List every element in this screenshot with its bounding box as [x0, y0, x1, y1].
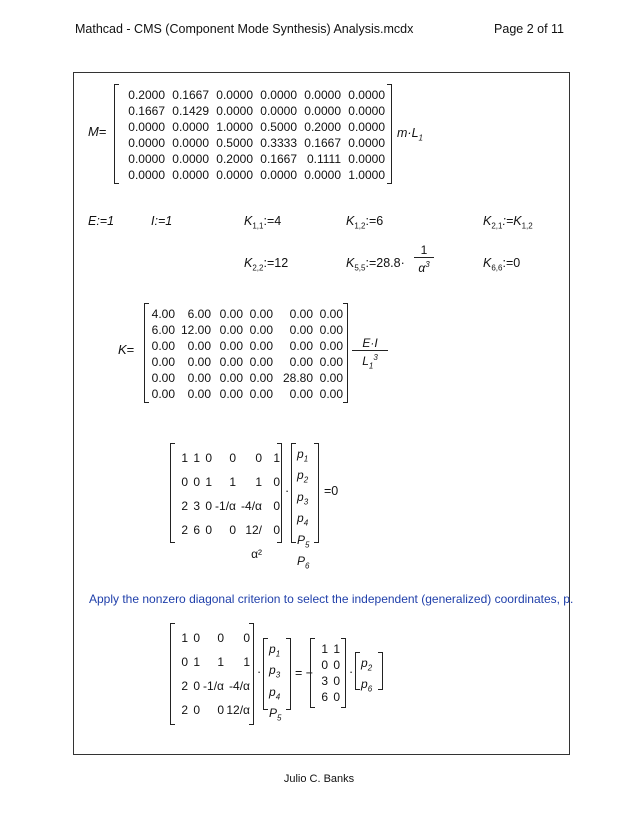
matrix-cell: 0.00 [219, 387, 243, 401]
matrix-cell: 0.0000 [348, 136, 385, 150]
matrix-cell: 0 [217, 631, 224, 645]
matrix-cell: 0.0000 [172, 120, 209, 134]
matrix-cell: 0.0000 [216, 88, 253, 102]
matrix-cell: 4.00 [151, 307, 175, 321]
matrix-cell: 0.2000 [216, 152, 253, 166]
matrix-cell: 0.00 [319, 307, 343, 321]
matrix-row [317, 689, 340, 705]
matrix-row [121, 151, 385, 167]
matrix-cell: 0.00 [289, 323, 313, 337]
matrix-cell: 0.00 [187, 339, 211, 353]
matrix-cell: 0.00 [151, 339, 175, 353]
matrix-cell: 0.00 [187, 355, 211, 369]
matrix-cell: 1.0000 [216, 120, 253, 134]
matrix-cell: 1 [333, 642, 340, 656]
matrix-cell: 3 [193, 499, 200, 513]
matrix-cell: 0.00 [219, 355, 243, 369]
matrix-cell: 0 [255, 451, 262, 465]
matrix-cell: 12.00 [180, 323, 211, 337]
def-K55-fraction: $\frac{1}{\alpha^3}$ [414, 243, 434, 275]
matrix-cell: 1 [217, 655, 224, 669]
def-K12: $K_{1,2}:=6$ [346, 214, 384, 231]
matrix-cell: 0.00 [187, 371, 211, 385]
stiffness-matrix-label: K= [118, 342, 135, 357]
matrix-cell: 0.0000 [216, 168, 253, 182]
vector-entry: $p_6$ [361, 677, 373, 694]
matrix-cell: 3 [321, 674, 328, 688]
vector-entry: $p_2$ [361, 656, 373, 673]
matrix-cell: 0.2000 [128, 88, 165, 102]
def-K55: $K_{5,5}:=28.8\cdot$ [346, 256, 405, 273]
matrix-cell: 0.5000 [216, 136, 253, 150]
rhs-zero: =0 [324, 484, 339, 498]
matrix-cell: 1 [243, 655, 250, 669]
matrix-cell: 0.1667 [260, 152, 297, 166]
def-I: I:=1 [151, 214, 173, 228]
matrix-cell: 0.1429 [172, 104, 209, 118]
matrix-cell: -4/α [241, 499, 262, 513]
matrix-row [177, 518, 280, 566]
matrix-cell: 0.00 [249, 387, 273, 401]
matrix-cell: 0.00 [289, 339, 313, 353]
matrix-cell: 1 [205, 475, 212, 489]
matrix-cell: 0.2000 [304, 120, 341, 134]
matrix-cell: 0.0000 [172, 168, 209, 182]
matrix-cell: 0 [229, 523, 236, 537]
matrix-row [317, 673, 340, 689]
coordinate-vector-2 [263, 638, 291, 723]
constraint-matrix-1 [170, 443, 282, 561]
matrix-row [121, 167, 385, 183]
matrix-cell: 0.1667 [172, 88, 209, 102]
matrix-cell: 2 [181, 679, 188, 693]
matrix-cell: -1/α [203, 679, 224, 693]
matrix-row [177, 650, 250, 674]
def-K22: $K_{2,2}:=12$ [244, 256, 289, 273]
matrix-cell: 1 [193, 451, 200, 465]
mass-matrix-label: M= [88, 124, 107, 139]
matrix-row [151, 386, 343, 402]
matrix-cell: 0.0000 [260, 88, 297, 102]
stiffness-matrix [144, 303, 348, 403]
matrix-row [317, 657, 340, 673]
matrix-cell: 0.00 [249, 371, 273, 385]
matrix-row [317, 641, 340, 657]
matrix-cell: 12/α [226, 703, 250, 717]
matrix-cell: 0.3333 [260, 136, 297, 150]
matrix-cell: 0.00 [151, 371, 175, 385]
matrix-cell: 0 [243, 631, 250, 645]
matrix-row [121, 119, 385, 135]
matrix-cell: 0.00 [219, 371, 243, 385]
document-title: Mathcad - CMS (Component Mode Synthesis) Analysis.mcdx [75, 22, 414, 36]
matrix-cell: 0.0000 [304, 88, 341, 102]
constraint-matrix-2 [170, 623, 254, 725]
matrix-row [121, 103, 385, 119]
matrix-cell: 0.5000 [260, 120, 297, 134]
matrix-cell: 1.0000 [348, 168, 385, 182]
matrix-cell: 6.00 [187, 307, 211, 321]
matrix-cell: 0.00 [319, 387, 343, 401]
matrix-cell: 0.00 [289, 307, 313, 321]
vector-entry: $p_1$ [269, 642, 281, 659]
matrix-cell: 0.0000 [304, 168, 341, 182]
matrix-cell: 0.00 [319, 371, 343, 385]
matrix-row [177, 494, 280, 518]
matrix-cell: 1 [193, 655, 200, 669]
matrix-row [151, 338, 343, 354]
matrix-cell: 0.0000 [172, 152, 209, 166]
matrix-cell: 1 [181, 631, 188, 645]
matrix-cell: 0.00 [219, 307, 243, 321]
vector-entry: $p_1$ [297, 447, 309, 464]
matrix-cell: 0.00 [219, 323, 243, 337]
matrix-cell: 0 [193, 703, 200, 717]
dot-operator-2: · [257, 665, 262, 679]
matrix-cell: 0 [193, 475, 200, 489]
matrix-cell: 6.00 [151, 323, 175, 337]
matrix-row [177, 446, 280, 470]
matrix-row [151, 370, 343, 386]
matrix-cell: 0 [273, 475, 280, 489]
matrix-cell: 0.00 [187, 387, 211, 401]
matrix-cell: 12/α² [245, 523, 262, 561]
matrix-cell: 1 [229, 475, 236, 489]
matrix-row [121, 135, 385, 151]
def-E: E:=1 [88, 214, 115, 228]
matrix-cell: 0 [273, 499, 280, 513]
matrix-cell: 0.0000 [216, 104, 253, 118]
matrix-cell: 0.00 [319, 339, 343, 353]
matrix-cell: 6 [321, 690, 328, 704]
dot-operator-3: · [349, 665, 354, 679]
matrix-cell: 0 [217, 703, 224, 717]
matrix-cell: 0.0000 [260, 104, 297, 118]
matrix-cell: 0.00 [289, 355, 313, 369]
def-K11: $K_{1,1}:=4$ [244, 214, 282, 231]
vector-entry: $P_6$ [297, 553, 310, 571]
matrix-cell: 0 [205, 499, 212, 513]
matrix-cell: 0.0000 [348, 152, 385, 166]
matrix-cell: 0.00 [289, 387, 313, 401]
matrix-cell: 0.1667 [304, 136, 341, 150]
matrix-cell: 0.00 [249, 339, 273, 353]
matrix-cell: 0.00 [151, 355, 175, 369]
vector-entry: $p_3$ [269, 663, 281, 680]
matrix-cell: 0 [333, 674, 340, 688]
matrix-cell: 2 [181, 703, 188, 717]
matrix-cell: 1 [321, 642, 328, 656]
matrix-cell: 0 [321, 658, 328, 672]
matrix-cell: 0 [193, 679, 200, 693]
matrix-cell: 0 [333, 658, 340, 672]
matrix-cell: 0.0000 [128, 120, 165, 134]
stiffness-factor: $\frac{E\cdot I}{L_1^3}$ [352, 336, 388, 373]
page-footer: Julio C. Banks [283, 773, 355, 785]
matrix-cell: 0.0000 [304, 104, 341, 118]
matrix-cell: 0.00 [219, 339, 243, 353]
matrix-cell: 6 [193, 523, 200, 537]
vector-entry: $p_3$ [297, 489, 309, 507]
matrix-cell: 0.00 [151, 387, 175, 401]
matrix-cell: 0 [229, 451, 236, 465]
matrix-cell: 2 [181, 499, 188, 513]
matrix-row [151, 322, 343, 338]
explanation-note: Apply the nonzero diagonal criterion to select the independent (generalized) coordinates, p. [89, 592, 574, 606]
matrix-cell: 0.0000 [260, 168, 297, 182]
matrix-cell: 0 [333, 690, 340, 704]
vector-entry: $p_4$ [297, 511, 309, 528]
matrix-cell: 0 [181, 655, 188, 669]
matrix-cell: -1/α [215, 499, 236, 513]
matrix-cell: 0.00 [319, 355, 343, 369]
coordinate-vector-1 [291, 443, 319, 571]
matrix-cell: 1 [273, 451, 280, 465]
matrix-cell: 0.0000 [128, 136, 165, 150]
matrix-cell: 0.0000 [348, 104, 385, 118]
mass-factor: $m\cdot L_1$ [397, 126, 423, 143]
matrix-cell: 0.0000 [128, 152, 165, 166]
dot-operator: · [285, 484, 290, 498]
matrix-cell: 28.80 [282, 371, 313, 385]
matrix-cell: 0.00 [319, 323, 343, 337]
vector-entry: $P_5$ [297, 532, 310, 549]
vector-entry: $P_5$ [269, 706, 282, 723]
matrix-cell: 2 [181, 523, 188, 537]
matrix-cell: 0 [273, 523, 280, 537]
matrix-cell: 0.0000 [348, 120, 385, 134]
def-K21: $K_{2,1}:=K_{1,2}$ [483, 214, 533, 231]
matrix-row [177, 470, 280, 494]
matrix-cell: 0.00 [249, 323, 273, 337]
matrix-cell: 0 [193, 631, 200, 645]
matrix-cell: -4/α [229, 679, 250, 693]
matrix-cell: 1 [181, 451, 188, 465]
matrix-cell: 0.00 [249, 307, 273, 321]
matrix-row [151, 354, 343, 370]
matrix-cell: 0 [205, 451, 212, 465]
matrix-row [121, 87, 385, 103]
equals-minus: = − [295, 666, 314, 680]
matrix-cell: 0.0000 [128, 168, 165, 182]
matrix-cell: 0 [181, 475, 188, 489]
matrix-row [177, 626, 250, 650]
matrix-cell: 0.0000 [172, 136, 209, 150]
matrix-row [151, 306, 343, 322]
matrix-cell: 0.1667 [128, 104, 165, 118]
page-number: Page 2 of 11 [494, 22, 564, 36]
matrix-cell: 0 [205, 523, 212, 537]
matrix-cell: 0.1111 [306, 152, 341, 166]
matrix-cell: 0.00 [249, 355, 273, 369]
matrix-row [177, 698, 250, 722]
rhs-vector [355, 652, 383, 694]
rhs-matrix [310, 638, 346, 708]
mass-matrix [114, 84, 392, 184]
matrix-row [177, 674, 250, 698]
matrix-cell: 1 [255, 475, 262, 489]
vector-entry: $p_2$ [297, 468, 309, 485]
matrix-cell: 0.0000 [348, 88, 385, 102]
def-K66: $K_{6,6}:=0$ [483, 256, 521, 273]
vector-entry: $p_4$ [269, 684, 281, 702]
